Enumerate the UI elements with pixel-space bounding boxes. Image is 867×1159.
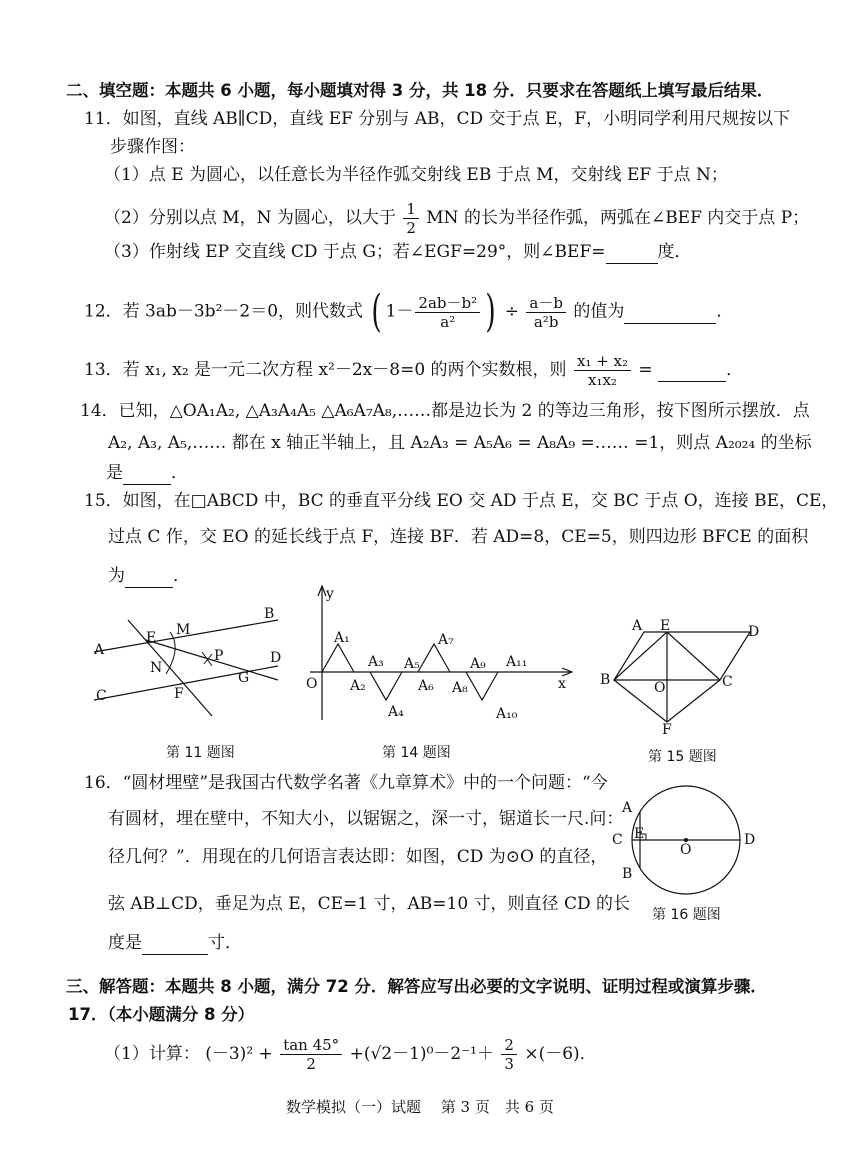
q12-line: 12．若 3ab－3b²－2＝0，则代数式 ( 1－ $\frac{\text{2ab－b²}}{\text{a²}}$ ) ÷ $\frac{a-b}{\text{a²b}}$ 的值为 ． (84, 286, 734, 337)
fig15-caption: 第 15 题图 (648, 749, 717, 765)
fig11-label-F: F (174, 686, 184, 702)
fig11-label-E: E (146, 630, 157, 646)
answer-blank (125, 565, 173, 588)
fig11-label-B: B (264, 606, 275, 622)
fig16-label-C: C (612, 832, 623, 848)
q11-line2: 步骤作图： (110, 137, 195, 157)
fig11-label-P: P (214, 648, 224, 664)
fig11-label-C: C (96, 688, 107, 704)
fig14-label-A1: A₁ (334, 630, 350, 646)
fig11-caption: 第 11 题图 (166, 745, 235, 761)
fig14-label-O: O (306, 676, 318, 692)
fig14-label-A2: A₂ (350, 678, 366, 694)
fig16-label-D: D (744, 832, 756, 848)
q11-step1: （1）点 E 为圆心，以任意长为半径作弧交射线 EB 于点 M，交射线 EF 于点 N； (104, 165, 728, 185)
fig16-label-B: B (622, 866, 633, 882)
answer-blank (123, 462, 171, 485)
q11-step3: （3）作射线 EP 交直线 CD 于点 G；若∠EGF=29°，则∠BEF= 度． (104, 242, 692, 262)
fig16-label-O: O (680, 842, 692, 858)
q13-line: 13．若 x₁, x₂ 是一元二次方程 x²－2x－8=0 的两个实数根，则 $\frac{\text{x₁ + x₂}}{\text{x₁x₂}}$ = ． (84, 352, 744, 389)
q14-line2: A₂, A₃, A₅,…… 都在 x 轴正半轴上，且 A₂A₃ = A₅A₆ = A₈A₉ =…… =1，则点 A₂₀₂₄ 的坐标 (108, 433, 812, 453)
fig11-label-N: N (150, 660, 163, 676)
fig15-label-F: F (662, 722, 672, 736)
fig15-label-D: D (748, 624, 760, 640)
q15-line1: 15．如图，在□ABCD 中，BC 的垂直平分线 EO 交 AD 于点 E，交 BC 于点 O，连接 BE，CE， (84, 491, 839, 511)
q14-line1: 14．已知，△OA₁A₂, △A₃A₄A₅ △A₆A₇A₈,……都是边长为 2 的等边三角形，按下图所示摆放．点 (80, 401, 810, 421)
q15-line2: 过点 C 作，交 EO 的延长线于点 F，连接 BF．若 AD=8，CE=5，则四边形 BFCE 的面积 (108, 527, 809, 547)
figure-14 (300, 580, 580, 730)
fig16-label-A: A (622, 800, 633, 816)
section-2-heading: 二、填空题：本题共 6 小题，每小题填对得 3 分，共 18 分．只要求在答题纸上填写最后结果． (66, 81, 774, 100)
fig14-label-A9: A₉ (470, 656, 486, 672)
fig15-label-E: E (660, 618, 671, 634)
fig16-label-E: E (634, 826, 645, 842)
fig15-label-O: O (654, 680, 666, 696)
q16-line5: 度是 寸． (108, 933, 242, 953)
answer-blank (658, 359, 726, 382)
fig15-label-C: C (722, 674, 733, 690)
q16-line3: 径几何？”．用现在的几何语言表达即：如图，CD 为⊙O 的直径， (108, 847, 608, 867)
q11-line1: 11．如图，直线 AB∥CD，直线 EF 分别与 AB，CD 交于点 E，F，小明同学利用尺规按以下 (84, 109, 791, 129)
fig14-label-A6: A₆ (418, 678, 434, 694)
answer-blank (624, 301, 716, 324)
fig11-label-M: M (176, 622, 191, 638)
fig11-label-D: D (270, 650, 282, 666)
fig15-label-B: B (600, 672, 611, 688)
fig14-label-A8: A₈ (452, 680, 468, 696)
fig14-label-A7: A₇ (438, 632, 454, 648)
section-3-heading: 三、解答题：本题共 8 小题，满分 72 分．解答应写出必要的文字说明、证明过程或演算步骤． (66, 977, 767, 996)
q15-line3: 为 ． (108, 566, 190, 586)
figure-15 (598, 616, 768, 736)
answer-blank (142, 932, 208, 955)
answer-blank (606, 241, 658, 264)
fig11-label-A: A (94, 642, 105, 658)
q17-part1: （1）计算： (－3)² + $\frac{\tan 45^\circ}{2}$ +(√2－1)⁰－2⁻¹＋ $\frac{2}{3}$ ×(－6)． (104, 1036, 597, 1073)
q11-step2: （2）分别以点 M，N 为圆心，以大于 $\frac{1}{2}$ MN 的长为半径作弧，两弧在∠BEF 内交于点 P； (104, 200, 810, 237)
fig14-label-A3: A₃ (368, 654, 384, 670)
fig15-label-A: A (632, 618, 643, 634)
q17-title: 17．（本小题满分 8 分） (68, 1005, 255, 1024)
q16-line2: 有圆材，埋在壁中，不知大小，以锯锯之，深一寸，锯道长一尺.问： (108, 809, 624, 829)
q16-line4: 弦 AB⊥CD，垂足为点 E，CE=1 寸，AB=10 寸，则直径 CD 的长 (108, 894, 630, 914)
fig14-label-A4: A₄ (388, 704, 404, 720)
fig11-label-G: G (238, 670, 250, 686)
figure-16 (606, 782, 766, 902)
fig14-label-x: x (558, 676, 566, 692)
fig14-label-y: y (326, 586, 334, 602)
page-footer: 数学模拟（一）试题 第 3 页 共 6 页 (286, 1098, 554, 1116)
figure-11 (86, 600, 296, 730)
fraction-half: $\frac{1}{2}$ (403, 200, 419, 237)
fig14-caption: 第 14 题图 (382, 745, 451, 761)
q16-line1: 16．“圆材埋壁”是我国古代数学名著《九章算术》中的一个问题：“今 (84, 773, 608, 793)
fig14-label-A5: A₅ (404, 656, 420, 672)
fig14-label-A11: A₁₁ (506, 654, 528, 670)
fig14-label-A10: A₁₀ (496, 706, 518, 722)
fig16-caption: 第 16 题图 (652, 907, 721, 923)
q14-line3: 是 ． (106, 463, 188, 483)
